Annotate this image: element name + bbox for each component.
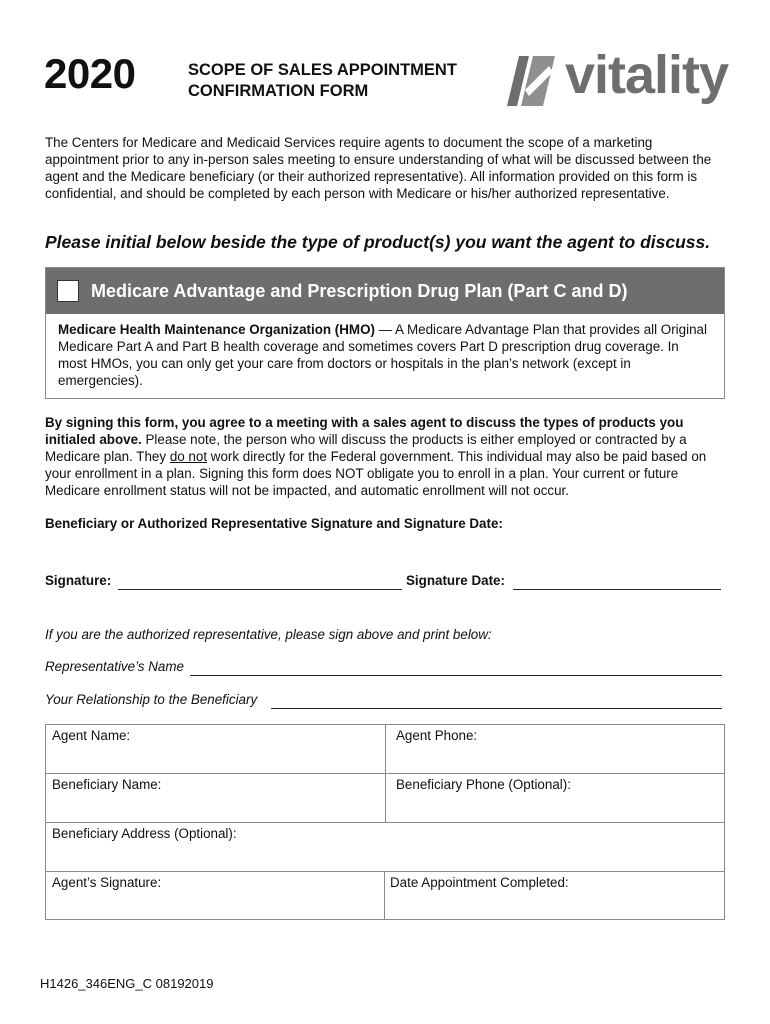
date-completed-cell[interactable] — [384, 872, 724, 919]
agreement-bold: By signing this form, you agree to a meeting with a sales agent to discuss the types of products you initialed above. — [45, 415, 684, 447]
form-title-line1: SCOPE OF SALES APPOINTMENT — [188, 61, 457, 79]
beneficiary-address-label: Beneficiary Address (Optional): — [52, 826, 237, 841]
signature-label: Signature: — [45, 573, 112, 588]
table-divider — [385, 725, 386, 773]
agent-name-label: Agent Name: — [52, 728, 131, 743]
intro-paragraph: The Centers for Medicare and Medicaid Services require agents to document the scope of a marketing appointment prior to any in-person sales meeting to ensure understanding of what will be discussed between the agent and the Medicare beneficiary (or their authorized representative). All information provided on this form is confidential, and should be completed by each person with Medicare or his/her authorized representative. — [45, 135, 712, 201]
agreement-part2: work directly for the Federal government. This individual may also be paid based on your enrollment in a plan. Signing this form does NOT obligate you to enroll in a plan. Your current or future Medicare enrollment status will not be impacted, and automatic enrollment will not occur. — [45, 449, 707, 498]
form-title-line2: CONFIRMATION FORM — [188, 82, 369, 100]
relationship-line[interactable] — [271, 708, 722, 709]
agent-info-table — [45, 724, 725, 920]
agent-signature-cell[interactable] — [46, 872, 384, 919]
agent-signature-label: Agent’s Signature: — [52, 875, 162, 890]
plan-desc-bold: Medicare Health Maintenance Organization (HMO) — [58, 322, 375, 337]
rep-note: If you are the authorized representative, please sign above and print below: — [45, 627, 492, 642]
plan-description — [58, 321, 708, 389]
relationship-label: Your Relationship to the Beneficiary — [45, 692, 258, 707]
date-completed-label: Date Appointment Completed: — [390, 875, 569, 890]
vitality-logo — [503, 45, 729, 110]
table-divider — [385, 773, 386, 822]
agent-phone-cell[interactable] — [390, 725, 724, 773]
signature-heading: Beneficiary or Authorized Representative Signature and Signature Date: — [45, 516, 503, 531]
agent-name-cell[interactable] — [46, 725, 385, 773]
vitality-logo-mark-icon — [503, 52, 557, 108]
form-code: H1426_346ENG_C 08192019 — [40, 976, 214, 991]
beneficiary-phone-cell[interactable] — [390, 774, 724, 822]
agent-phone-label: Agent Phone: — [396, 728, 478, 743]
form-title — [188, 60, 457, 102]
beneficiary-name-cell[interactable] — [46, 774, 385, 822]
signature-date-line[interactable] — [513, 589, 721, 590]
form-year: 2020 — [44, 50, 136, 97]
rep-name-line[interactable] — [190, 675, 722, 676]
agreement-paragraph — [45, 414, 730, 499]
instruction-heading: Please initial below beside the type of product(s) you want the agent to discuss. — [45, 232, 711, 252]
agreement-underlined: do not — [169, 449, 208, 464]
rep-name-label: Representative’s Name — [45, 659, 184, 674]
plan-section — [45, 267, 725, 399]
plan-title: Medicare Advantage and Prescription Drug Plan (Part C and D) — [91, 281, 628, 301]
plan-desc-rest: — A Medicare Advantage Plan that provides all Original Medicare Part A and Part B health coverage and sometimes covers Part D prescription drug coverage. In most HMOs, you can only get your care from doctors or hospitals in the plan’s network (except in emergencies). — [58, 322, 707, 388]
signature-date-label: Signature Date: — [406, 573, 505, 588]
plan-header-bar — [46, 268, 724, 314]
beneficiary-name-label: Beneficiary Name: — [52, 777, 162, 792]
signature-line[interactable] — [118, 589, 402, 590]
logo-wordmark: vitality — [565, 45, 729, 105]
agreement-part1: Please note, the person who will discuss the products is either employed or contracted by a Medicare plan. They — [45, 432, 687, 464]
plan-initial-checkbox[interactable] — [57, 280, 79, 302]
beneficiary-phone-label: Beneficiary Phone (Optional): — [396, 777, 571, 792]
beneficiary-address-cell[interactable] — [46, 823, 724, 871]
